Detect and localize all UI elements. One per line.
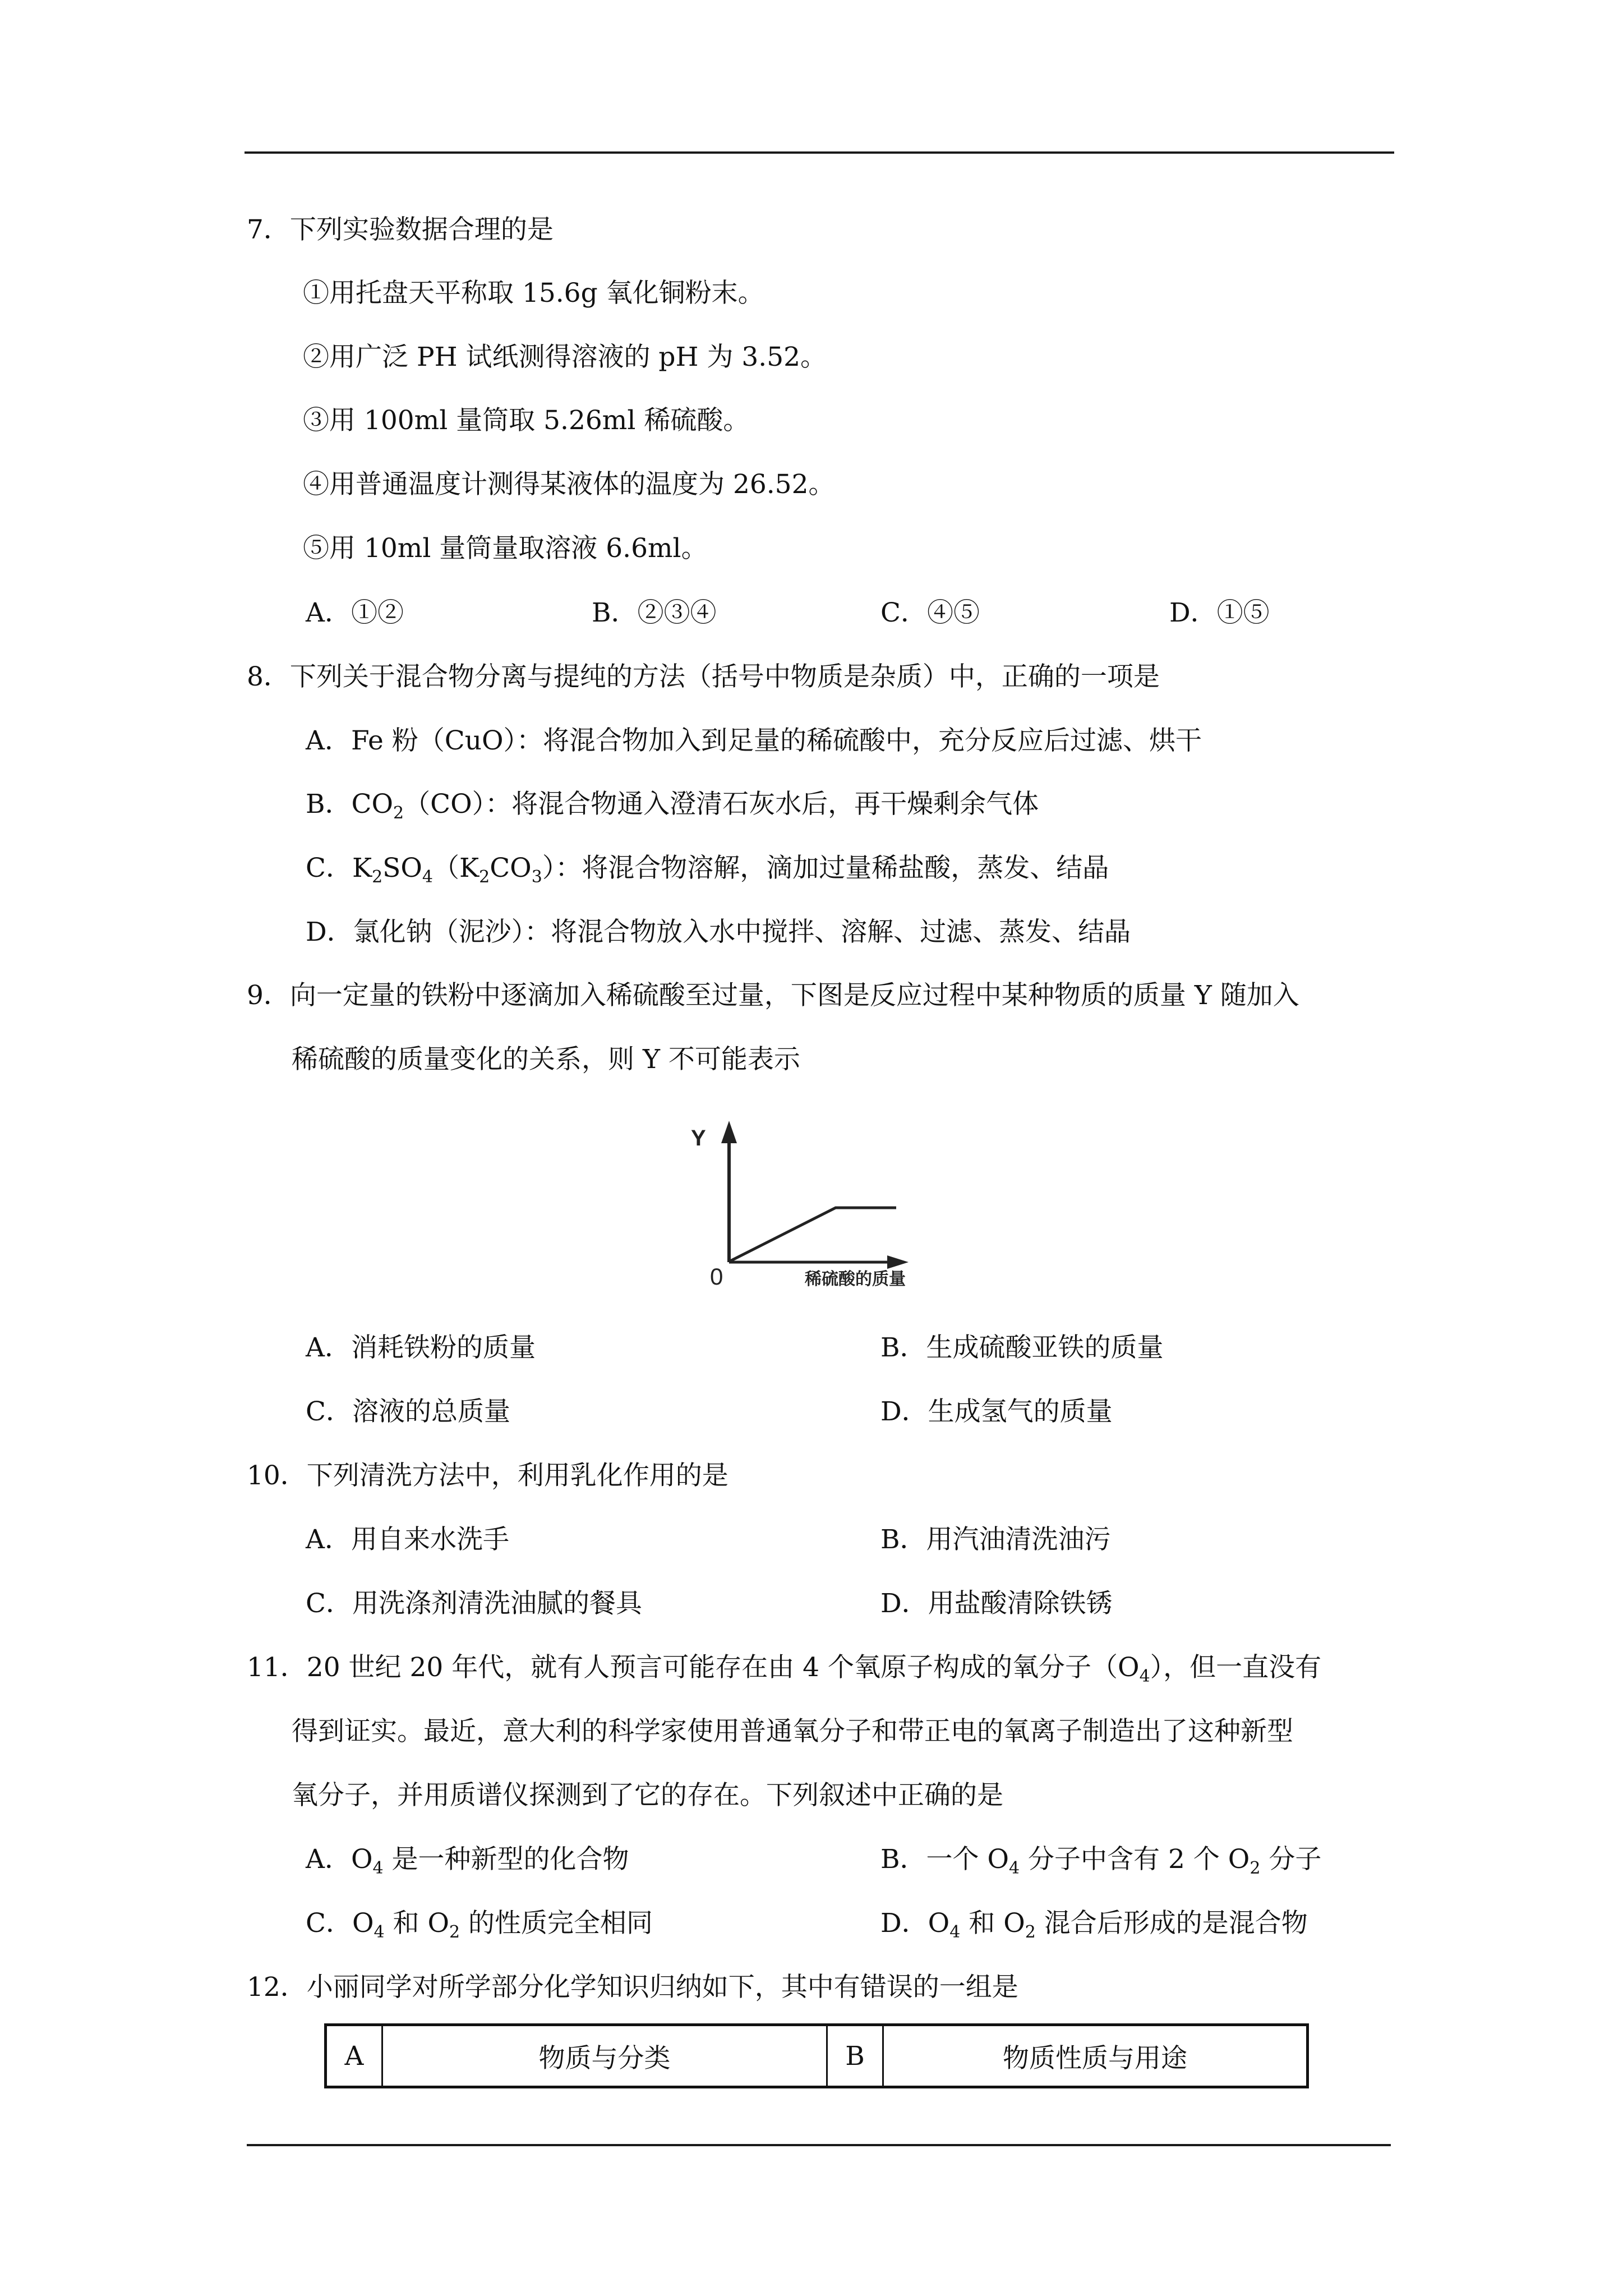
- q9-option-c: C．溶液的总质量: [306, 1396, 510, 1427]
- origin-label: 0: [710, 1263, 723, 1290]
- table-cell-a: A: [327, 2026, 383, 2086]
- y-axis-label: Y: [691, 1126, 706, 1151]
- q9-option-a: A．消耗铁粉的质量: [306, 1332, 536, 1363]
- q10-stem: 10．下列清洗方法中，利用乳化作用的是: [247, 1460, 728, 1491]
- q8-option-d: D．氯化钠（泥沙）：将混合物放入水中搅拌、溶解、过滤、蒸发、结晶: [306, 917, 1131, 947]
- q9-stem-line2: 稀硫酸的质量变化的关系，则 Y 不可能表示: [292, 1044, 800, 1075]
- q7-option-d: D．①⑤: [1169, 597, 1270, 628]
- q10-option-c: C．用洗涤剂清洗油腻的餐具: [306, 1588, 642, 1619]
- table-cell-b: B: [828, 2026, 884, 2086]
- x-axis-label: 稀硫酸的质量: [805, 1269, 906, 1289]
- x-axis-arrow: [887, 1255, 909, 1269]
- q11-option-b: B．一个 $O_4$ 分子中含有 2 个 $O_2$ 分子: [880, 1844, 1322, 1878]
- y-axis-arrow: [721, 1121, 737, 1143]
- q11-option-d: D．$O_4$ 和 $O_2$ 混合后形成的是混合物: [880, 1908, 1308, 1942]
- table-cell-a-heading: 物质与分类: [383, 2026, 828, 2086]
- q11-stem-line2: 得到证实。最近，意大利的科学家使用普通氧分子和带正电的氧离子制造出了这种新型: [292, 1716, 1293, 1747]
- q8-stem: 8．下列关于混合物分离与提纯的方法（括号中物质是杂质）中，正确的一项是: [247, 661, 1160, 692]
- header-rule: [245, 151, 1394, 154]
- q8-option-b: B．$CO_2(CO)$：将混合物通入澄清石灰水后，再干燥剩余气体: [306, 789, 1039, 823]
- q8-option-a: A．Fe 粉（CuO）：将混合物加入到足量的稀硫酸中，充分反应后过滤、烘干: [306, 725, 1202, 756]
- q9-graph: [645, 1116, 959, 1296]
- q10-option-d: D．用盐酸清除铁锈: [880, 1588, 1113, 1619]
- q8-option-c: C．$K_2SO_4(K_2CO_3)$：将混合物溶解，滴加过量稀盐酸，蒸发、结晶: [306, 853, 1109, 887]
- q9-graph-svg: [645, 1116, 959, 1296]
- q7-item-2: ②用广泛 PH 试纸测得溶液的 pH 为 3.52。: [303, 342, 827, 372]
- table-cell-b-heading: 物质性质与用途: [1003, 2042, 1187, 2074]
- q7-option-c: C．④⑤: [880, 597, 980, 628]
- q11-stem-line3: 氧分子，并用质谱仪探测到了它的存在。下列叙述中正确的是: [292, 1780, 1003, 1811]
- q12-stem: 12．小丽同学对所学部分化学知识归纳如下，其中有错误的一组是: [247, 1972, 1018, 2003]
- q7-option-a: A．①②: [306, 597, 404, 628]
- q9-option-d: D．生成氢气的质量: [880, 1396, 1113, 1427]
- q12-table: [324, 2023, 1309, 2088]
- q7-item-1: ①用托盘天平称取 15.6g 氧化铜粉末。: [303, 278, 764, 309]
- q11-stem-line1: 11．20 世纪 20 年代，就有人预言可能存在由 4 个氧原子构成的氧分子$(O_4)$，但一直没有: [247, 1652, 1322, 1686]
- q11-option-c: C．$O_4$ 和 $O_2$ 的性质完全相同: [306, 1908, 653, 1942]
- q10-option-b: B．用汽油清洗油污: [880, 1524, 1111, 1555]
- q9-option-b: B．生成硫酸亚铁的质量: [880, 1332, 1164, 1363]
- q7-item-4: ④用普通温度计测得某液体的温度为 26.52。: [303, 469, 835, 500]
- q10-option-a: A．用自来水洗手: [306, 1524, 509, 1555]
- q11-option-a: A．$O_4$ 是一种新型的化合物: [306, 1844, 629, 1878]
- q7-option-b: B．②③④: [592, 597, 717, 628]
- q7-item-5: ⑤用 10ml 量筒量取溶液 6.6ml。: [303, 533, 708, 564]
- q9-stem-line1: 9．向一定量的铁粉中逐滴加入稀硫酸至过量，下图是反应过程中某种物质的质量 Y 随加入: [247, 980, 1299, 1011]
- q7-item-3: ③用 100ml 量筒取 5.26ml 稀硫酸。: [303, 405, 750, 436]
- curve: [730, 1208, 896, 1261]
- q7-stem: 7．下列实验数据合理的是: [247, 214, 554, 245]
- footer-rule: [247, 2144, 1391, 2146]
